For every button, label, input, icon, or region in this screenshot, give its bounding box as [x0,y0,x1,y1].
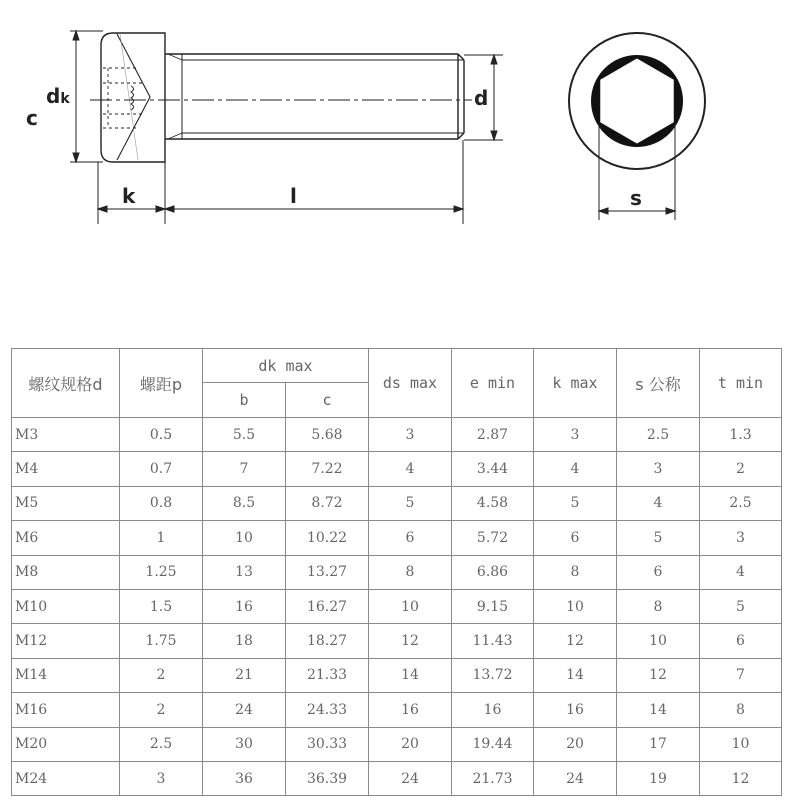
table-cell: 24 [534,761,617,795]
table-cell: 1.3 [700,418,782,452]
table-cell: 2.87 [452,418,534,452]
table-cell: 20 [534,727,617,761]
table-cell: 0.5 [120,418,203,452]
table-row [12,693,782,727]
socket-detail [131,86,134,110]
table-cell: 3 [120,761,203,795]
table-cell: 11.43 [452,624,534,658]
table-cell: 8 [534,555,617,589]
table-cell: 0.7 [120,452,203,486]
table-cell: M14 [12,658,120,692]
table-cell: 12 [369,624,452,658]
label-c: c [26,106,38,130]
table-cell: 24 [369,761,452,795]
table-cell: 5 [534,486,617,520]
table-cell: M8 [12,555,120,589]
label-d: d [474,86,489,110]
table-row [12,624,782,658]
header-c: c [286,383,369,418]
table-cell: 5 [700,589,782,623]
table-cell: 12 [534,624,617,658]
table-cell: 1.25 [120,555,203,589]
table-cell: 6 [369,521,452,555]
table-cell: 7.22 [286,452,369,486]
table-cell: 3 [617,452,700,486]
table-cell: 6 [534,521,617,555]
header-e-min: e min [452,349,534,418]
label-dk: dk [46,84,70,108]
table-cell: 10 [369,589,452,623]
table-cell: 0.8 [120,486,203,520]
screw-side-view [90,33,472,162]
table-cell: 16 [203,589,286,623]
table-cell: 4 [700,555,782,589]
table-row [12,521,782,555]
label-k: k [122,184,136,208]
table-cell: 1 [120,521,203,555]
table-row [12,589,782,623]
table-row [12,418,782,452]
table-cell: 10.22 [286,521,369,555]
table-cell: 4.58 [452,486,534,520]
table-row [12,555,782,589]
table-cell: 13 [203,555,286,589]
table-cell: 5.5 [203,418,286,452]
table-cell: M10 [12,589,120,623]
table-cell: M6 [12,521,120,555]
table-cell: 2 [120,693,203,727]
table-cell: 21 [203,658,286,692]
table-cell: 5.68 [286,418,369,452]
header-k-max: k max [534,349,617,418]
table-cell: 8 [700,693,782,727]
label-s: s [630,186,642,210]
header-dk-max: dk max [203,349,369,383]
table-cell: 17 [617,727,700,761]
table-cell: 16 [369,693,452,727]
table-cell: 8.5 [203,486,286,520]
table-cell: 36.39 [286,761,369,795]
table-cell: 24.33 [286,693,369,727]
table-cell: 16 [534,693,617,727]
table-row [12,486,782,520]
table-cell: 1.5 [120,589,203,623]
table-cell: 24 [203,693,286,727]
table-cell: 2.5 [120,727,203,761]
table-cell: 16 [452,693,534,727]
table-cell: 10 [534,589,617,623]
table-cell: M3 [12,418,120,452]
table-row [12,452,782,486]
table-cell: 14 [369,658,452,692]
label-l: l [290,184,297,208]
table-cell: 3 [700,521,782,555]
table-cell: 30.33 [286,727,369,761]
table-cell: 5.72 [452,521,534,555]
table-cell: 21.73 [452,761,534,795]
header-t-min: t min [700,349,782,418]
table-cell: 19 [617,761,700,795]
table-cell: 14 [534,658,617,692]
dimension-labels [26,84,642,210]
spec-table-body [12,418,782,796]
table-cell: M16 [12,693,120,727]
table-cell: 10 [617,624,700,658]
table-cell: 16.27 [286,589,369,623]
table-cell: 7 [203,452,286,486]
table-cell: M24 [12,761,120,795]
table-cell: 7 [700,658,782,692]
table-cell: 6 [617,555,700,589]
table-cell: 36 [203,761,286,795]
table-row [12,658,782,692]
table-cell: M4 [12,452,120,486]
table-cell: M20 [12,727,120,761]
table-cell: 3 [534,418,617,452]
table-cell: 2 [700,452,782,486]
table-cell: 2.5 [700,486,782,520]
table-cell: 30 [203,727,286,761]
table-cell: 13.27 [286,555,369,589]
table-cell: 5 [617,521,700,555]
header-thread: 螺纹规格d [12,349,120,418]
table-cell: 12 [700,761,782,795]
table-cell: 8 [369,555,452,589]
table-cell: 3.44 [452,452,534,486]
screw-technical-drawing [0,0,800,260]
socket-hidden-lines [103,68,142,128]
table-cell: 9.15 [452,589,534,623]
spec-table [11,348,782,796]
table-cell: 14 [617,693,700,727]
table-cell: 20 [369,727,452,761]
table-cell: 6 [700,624,782,658]
table-cell: 2 [120,658,203,692]
socket-cone [117,34,150,160]
table-row [12,761,782,795]
table-cell: 13.72 [452,658,534,692]
header-s-nominal: s 公称 [617,349,700,418]
header-b: b [203,383,286,418]
table-cell: 12 [617,658,700,692]
table-cell: 1.75 [120,624,203,658]
table-cell: 3 [369,418,452,452]
header-pitch: 螺距p [120,349,203,418]
table-cell: 4 [617,486,700,520]
table-cell: 18 [203,624,286,658]
table-cell: M5 [12,486,120,520]
table-cell: 8 [617,589,700,623]
table-cell: 21.33 [286,658,369,692]
table-cell: 4 [534,452,617,486]
header-ds-max: ds max [369,349,452,418]
table-cell: M12 [12,624,120,658]
table-cell: 4 [369,452,452,486]
table-cell: 5 [369,486,452,520]
table-cell: 6.86 [452,555,534,589]
screw-head-outline [101,33,165,162]
table-cell: 19.44 [452,727,534,761]
table-cell: 2.5 [617,418,700,452]
table-row [12,727,782,761]
table-cell: 18.27 [286,624,369,658]
table-cell: 10 [700,727,782,761]
table-cell: 8.72 [286,486,369,520]
table-cell: 10 [203,521,286,555]
